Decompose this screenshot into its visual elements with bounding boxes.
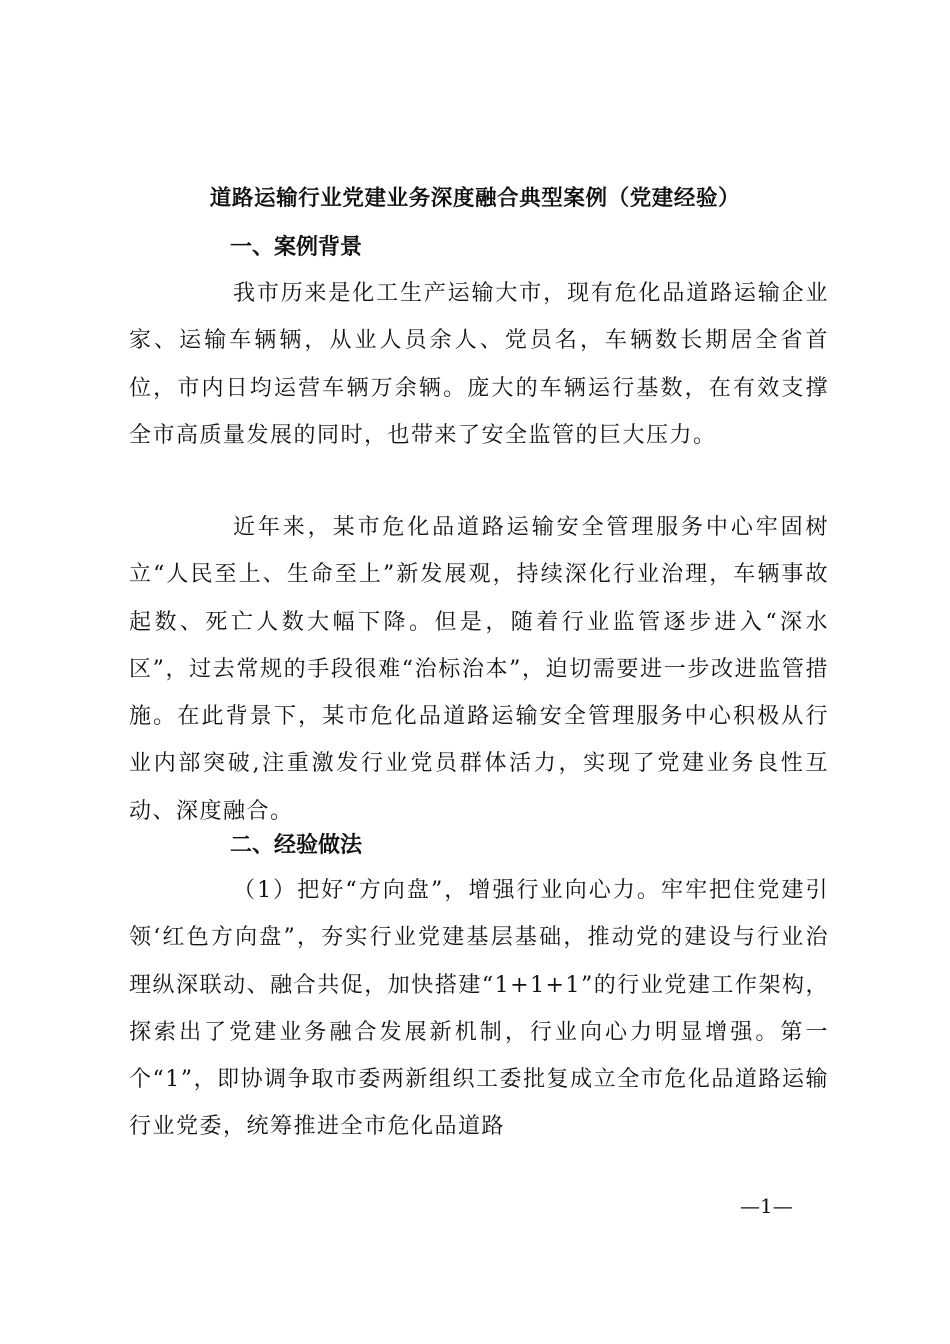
section-heading-background: 一、案例背景 xyxy=(230,235,363,260)
paragraph-experience-1: （1）把好“方向盘”，增强行业向心力。牢牢把住党建引领‘红色方向盘”，夯实行业党建基层基础，推动党的建设与行业治理纵深联动、融合共促，加快搭建“1+1+1”的行业党建工作架构，探索出了党建业务融合发展新机制，行业向心力明显增强。第一个“1”，即协调争取市委两新组织工委批复成立全市危化品道路运输行业党委，统筹推进全市危化品道路 xyxy=(129,878,829,1140)
paragraph-background-1: 我市历来是化工生产运输大市，现有危化品道路运输企业家、运输车辆辆，从业人员余人、党员名，车辆数长期居全省首位，市内日均运营车辆万余辆。庞大的车辆运行基数，在有效支撑全市高质量发展的同时，也带来了安全监管的巨大压力。 xyxy=(129,281,829,448)
section-heading-experience: 二、经验做法 xyxy=(230,833,363,858)
page-number: —1— xyxy=(740,1194,793,1218)
paragraph-background-2: 近年来，某市危化品道路运输安全管理服务中心牢固树立“人民至上、生命至上”新发展观，持续深化行业治理，车辆事故起数、死亡人数大幅下降。但是，随着行业监管逐步进入“深水区”，过去常规的手段很难“治标治本”，迫切需要进一步改进监管措施。在此背景下，某市危化品道路运输安全管理服务中心积极从行业内部突破,注重激发行业党员群体活力，实现了党建业务良性互动、深度融合。 xyxy=(129,515,829,824)
document-title: 道路运输行业党建业务深度融合典型案例（党建经验） xyxy=(209,186,741,211)
